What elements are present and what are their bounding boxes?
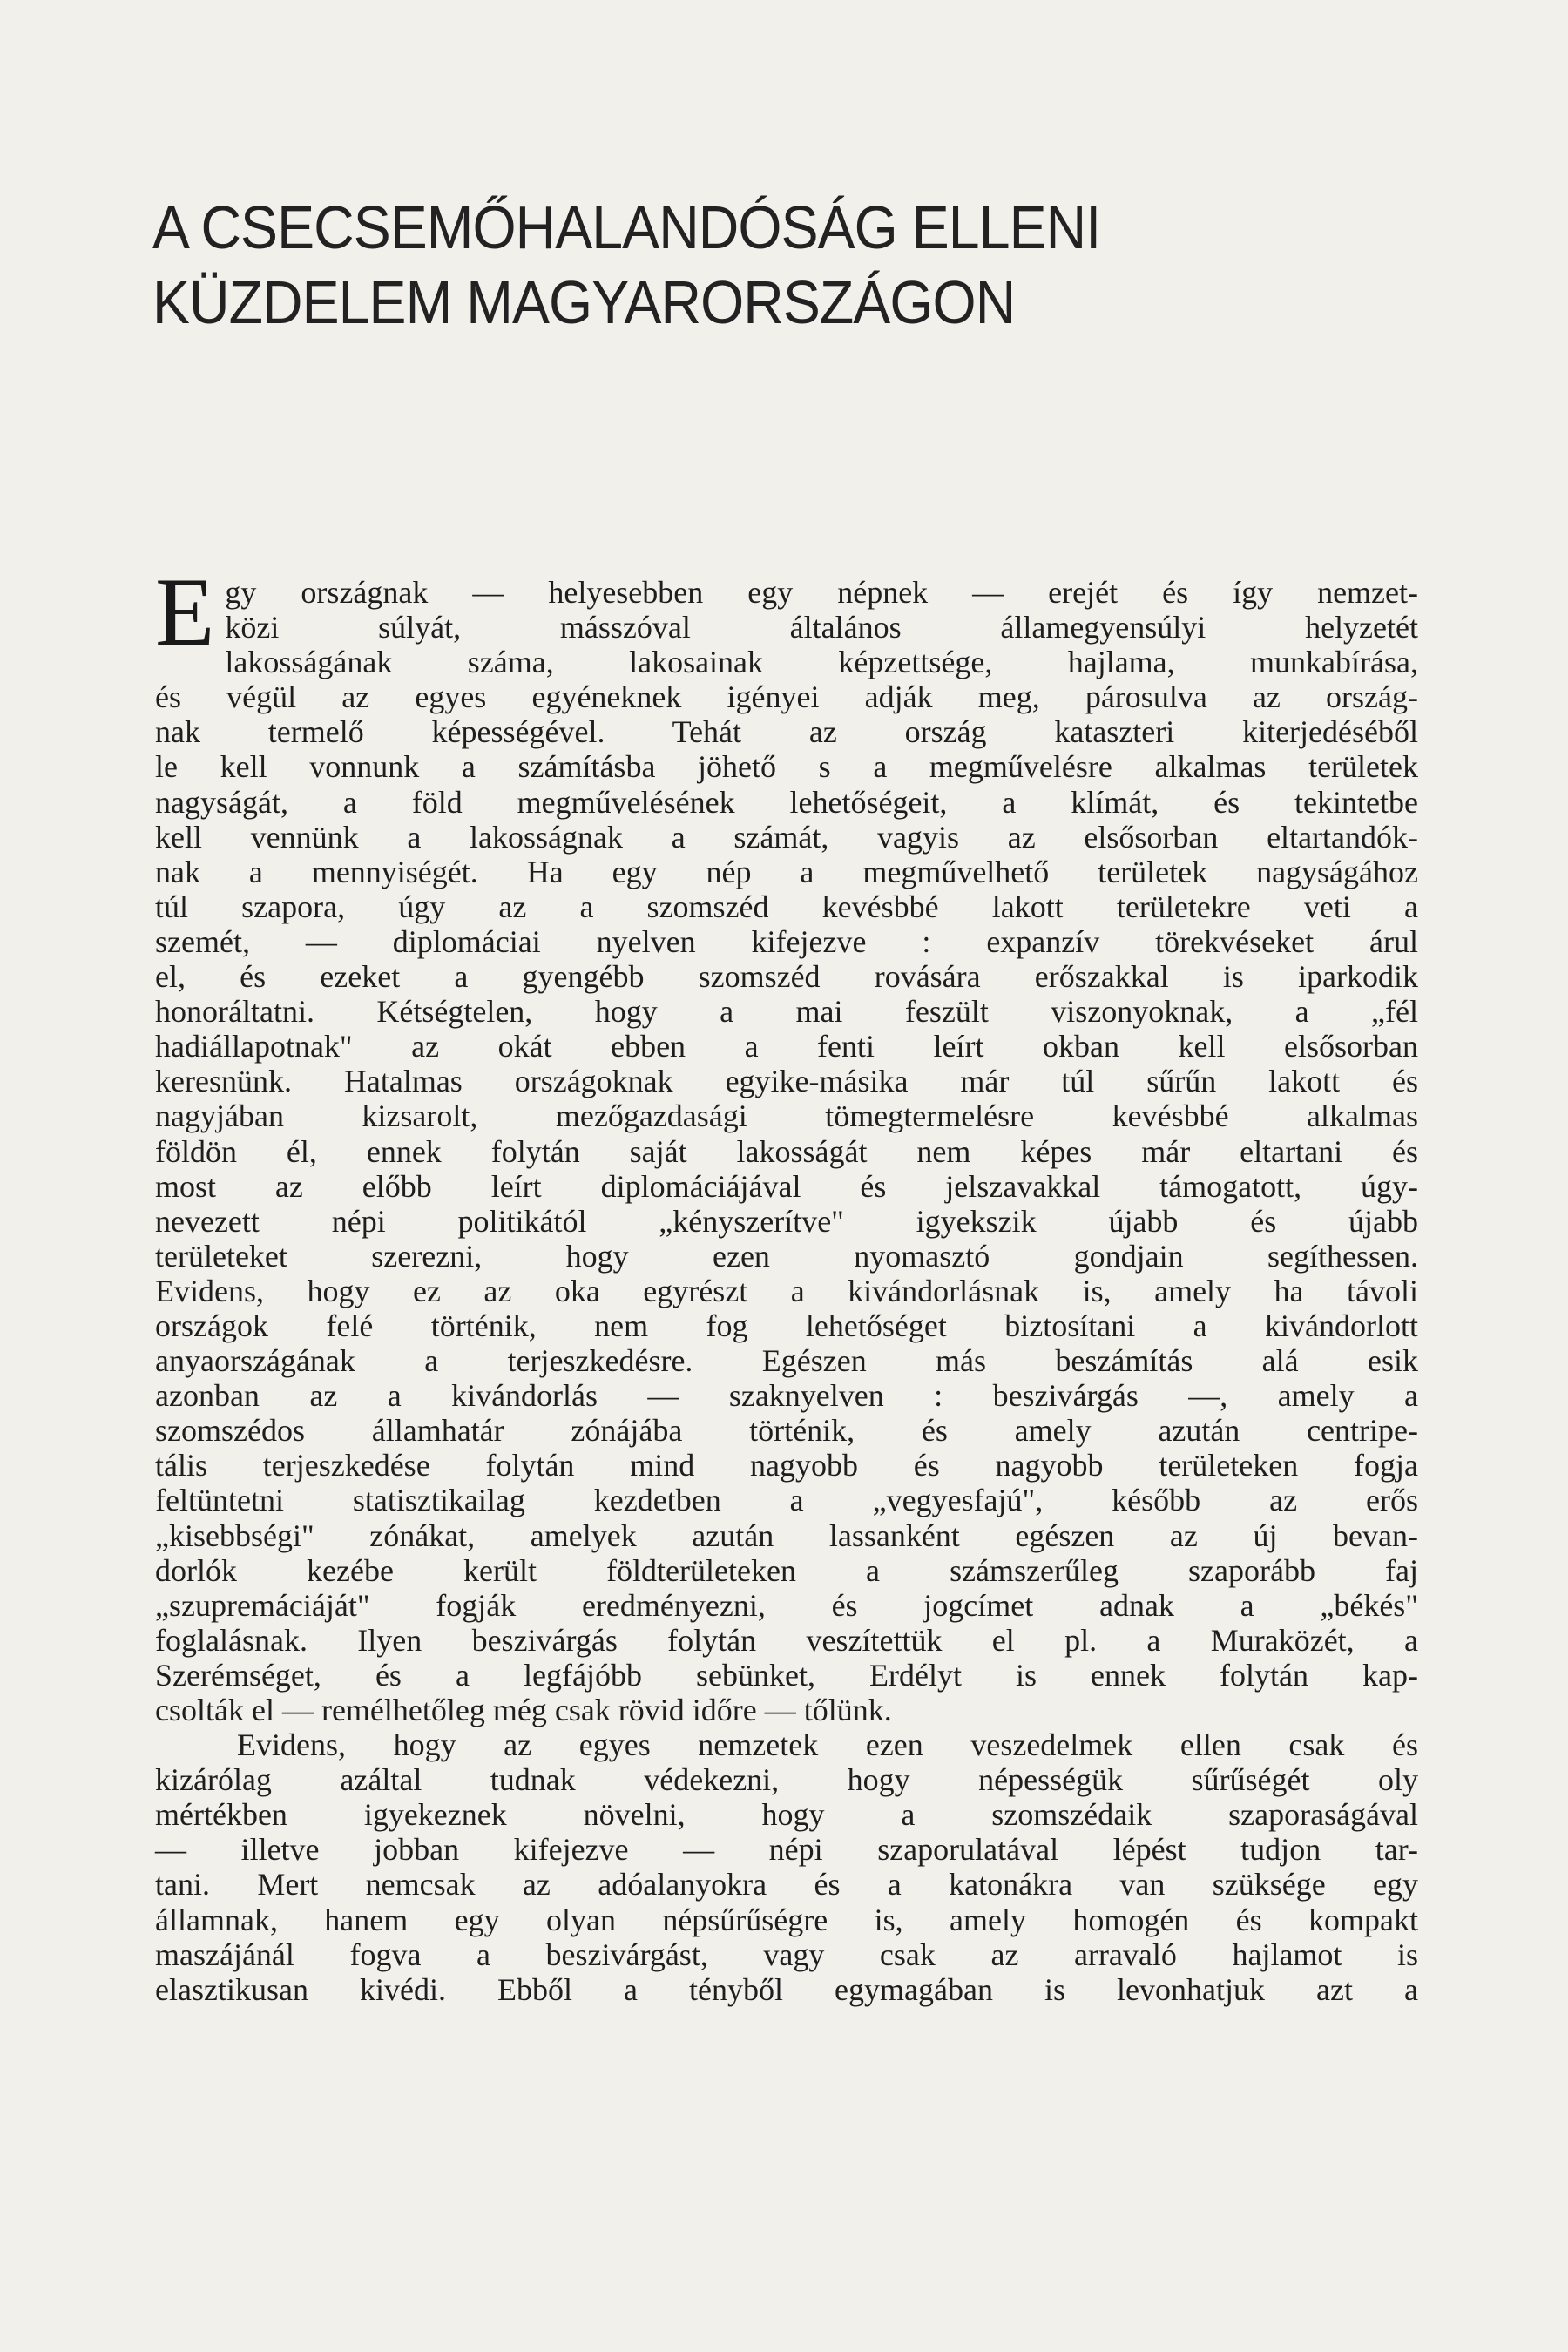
text-line: országok felé történik, nem fog lehetőséget biztosítani a kivándorlott [155,1308,1418,1343]
text-line: túl szapora, úgy az a szomszéd kevésbbé lakott területekre veti a [155,889,1418,924]
paragraph-1 [155,558,1418,1727]
text-line: nagyjában kizsarolt, mezőgazdasági tömegtermelésre kevésbbé alkalmas [155,1098,1418,1134]
text-line: lakosságának száma, lakosainak képzettsége, hajlama, munkabírása, [225,645,1418,680]
text-line: tális terjeszkedése folytán mind nagyobb és nagyobb területeken fogja [155,1448,1418,1484]
text-line: „kisebbségi" zónákat, amelyek azután lassanként egészen az új bevan- [155,1517,1418,1553]
article-body [155,558,1418,2007]
text-line: nak a mennyiségét. Ha egy nép a megművelhető területek nagyságához [155,854,1418,889]
text-line: területeket szerezni, hogy ezen nyomasztó gondjain segíthessen. [155,1238,1418,1274]
text-line: földön él, ennek folytán saját lakosságát nem képes már eltartani és [155,1133,1418,1169]
text-line: azonban az a kivándorlás — szaknyelven : beszivárgás —, amely a [155,1378,1418,1414]
text-line: csolták el — remélhetőleg még csak rövid időre — tőlünk. [155,1693,892,1727]
text-line: — illetve jobban kifejezve — népi szaporulatával lépést tudjon tar- [155,1832,1418,1868]
drop-cap: E [155,558,215,666]
text-line: foglalásnak. Ilyen beszivárgás folytán veszítettük el pl. a Muraközét, a [155,1622,1418,1658]
text-line: Evidens, hogy ez az oka egyrészt a kivándorlásnak is, amely ha távoli [155,1273,1418,1308]
text-line: „szupremáciáját" fogják eredményezni, és jogcímet adnak a „békés" [155,1587,1418,1623]
text-line: elasztikusan kivédi. Ebből a tényből egymagában is levonhatjuk azt a [155,1971,1418,2007]
text-line: kell vennünk a lakosságnak a számát, vagyis az elsősorban eltartandók- [155,819,1418,855]
text-line: feltüntetni statisztikailag kezdetben a „vegyesfajú", később az erős [155,1483,1418,1518]
text-line: nagyságát, a föld megművelésének lehetőségeit, a klímát, és tekintetbe [155,784,1418,820]
text-line: nak termelő képességével. Tehát az ország kataszteri kiterjedéséből [155,714,1418,750]
text-line: le kell vonnunk a számításba jöhető s a megművelésre alkalmas területek [155,749,1418,785]
article-title [152,190,1322,340]
text-line: anyaországának a terjeszkedésre. Egészen más beszámítás alá esik [155,1343,1418,1379]
text-line: és végül az egyes egyéneknek igényei adják meg, párosulva az ország- [155,679,1418,715]
text-line: szemét, — diplomáciai nyelven kifejezve : expanzív törekvéseket árul [155,923,1418,959]
text-line: keresnünk. Hatalmas országoknak egyike-másika már túl sűrűn lakott és [155,1064,1418,1099]
text-line: maszájánál fogva a beszivárgást, vagy csak az arravaló hajlamot is [155,1936,1418,1972]
text-line: tani. Mert nemcsak az adóalanyokra és a katonákra van szüksége egy [155,1867,1418,1903]
text-line: államnak, hanem egy olyan népsűrűségre is, amely homogén és kompakt [155,1902,1418,1937]
text-line: nevezett népi politikától „kényszerítve" igyekszik újabb és újabb [155,1203,1418,1239]
text-line: kizárólag azáltal tudnak védekezni, hogy népességük sűrűségét oly [155,1762,1418,1798]
text-line: szomszédos államhatár zónájába történik, és amely azután centripe- [155,1413,1418,1449]
text-line: Szerémséget, és a legfájóbb sebünket, Erdélyt is ennek folytán kap- [155,1657,1418,1693]
text-line: honoráltatni. Kétségtelen, hogy a mai feszült viszonyoknak, a „fél [155,994,1418,1030]
text-line: most az előbb leírt diplomáciájával és jelszavakkal támogatott, úgy- [155,1168,1418,1204]
text-line: mértékben igyekeznek növelni, hogy a szomszédaik szaporaságával [155,1797,1418,1833]
text-line: közi súlyát, másszóval általános államegyensúlyi helyzetét [225,610,1418,645]
text-line: gy országnak — helyesebben egy népnek — erejét és így nemzet- [225,575,1418,610]
text-line: dorlók kezébe került földterületeken a számszerűleg szaporább faj [155,1552,1418,1588]
paragraph-2 [155,1727,1418,2007]
text-line: hadiállapotnak" az okát ebben a fenti leírt okban kell elsősorban [155,1029,1418,1064]
text-line: el, és ezeket a gyengébb szomszéd rovására erőszakkal is iparkodik [155,959,1418,995]
title-line-1: A CSECSEMŐHALANDÓSÁG ELLENI [152,193,1101,261]
title-line-2: KÜZDELEM MAGYARORSZÁGON [152,268,1016,336]
text-line: Evidens, hogy az egyes nemzetek ezen veszedelmek ellen csak és [237,1727,1418,1763]
